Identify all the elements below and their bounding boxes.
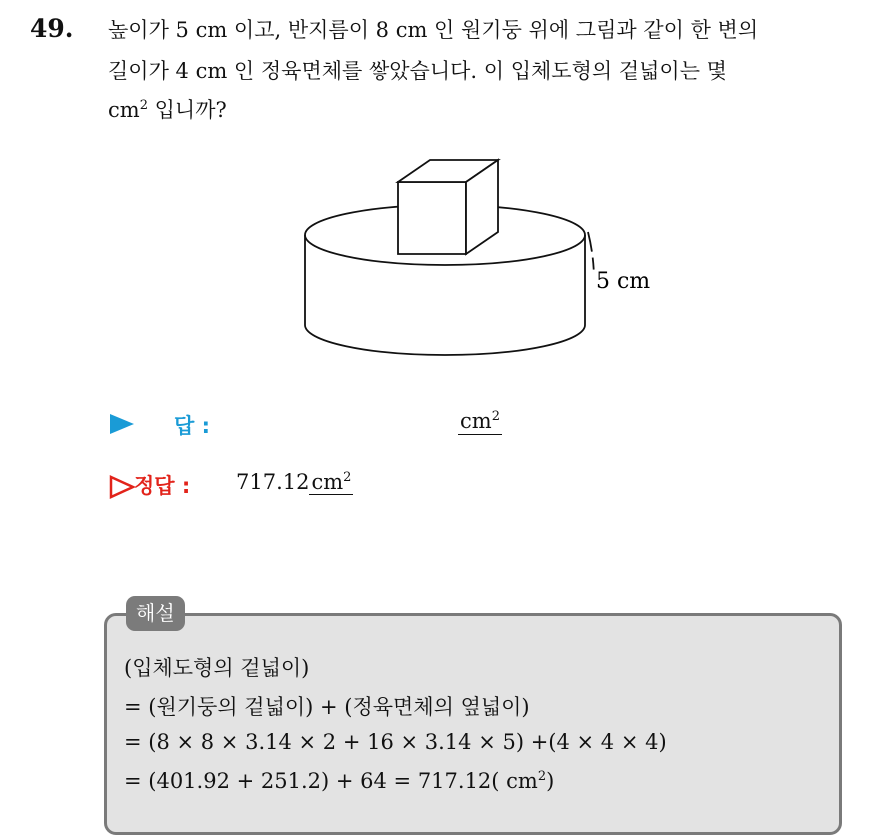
question-text-line-3: [108, 94, 227, 124]
answer-label: 답 :: [174, 414, 210, 438]
height-dimension-arc: [588, 232, 594, 328]
correct-triangle-outline-icon: [108, 474, 136, 500]
cube-front-face: [398, 182, 466, 254]
explanation-line-4-prefix: = (401.92 + 251.2) + 64 = 717.12(: [124, 769, 500, 793]
solid-figure: [300, 150, 670, 365]
correct-answer-value-wrap: [236, 470, 353, 494]
answer-triangle-icon: [108, 412, 136, 436]
answer-blank-unit: [458, 408, 502, 435]
correct-answer-value: 717.12: [236, 470, 310, 494]
explanation-line-3: = (8 × 8 × 3.14 × 2 + 16 × 3.14 × 5) +(4 × 4 × 4): [124, 730, 667, 754]
question-text-line-1: 높이가 5 cm 이고, 반지름이 8 cm 인 원기둥 위에 그림과 같이 한 변의: [108, 18, 759, 42]
correct-answer-unit-exponent: 2: [343, 470, 352, 485]
answer-unit: cm: [460, 409, 492, 433]
correct-answer-label: 정답 :: [134, 474, 191, 498]
question-text-line-2: 길이가 4 cm 인 정육면체를 쌓았습니다. 이 입체도형의 겉넓이는 몇: [108, 59, 727, 83]
answer-unit-exponent: 2: [491, 409, 500, 424]
question-number: 49.: [30, 14, 74, 43]
explanation-box: [104, 613, 842, 835]
cylinder-bottom-arc: [305, 325, 585, 355]
explanation-line-4-exponent: 2: [537, 769, 547, 784]
explanation-line-4-suffix: ): [546, 769, 555, 793]
correct-answer-unit-wrap: [309, 470, 353, 495]
explanation-line-4-unit: cm: [499, 769, 538, 793]
question-unit: cm: [108, 98, 140, 122]
height-label: 5 cm: [596, 269, 651, 294]
correct-answer-unit: cm: [311, 470, 344, 494]
question-unit-exponent: 2: [139, 98, 148, 113]
explanation-tag: 해설: [126, 596, 185, 631]
question-text-rest: 입니까?: [147, 98, 227, 122]
explanation-line-4: [124, 769, 554, 793]
explanation-line-1: (입체도형의 겉넓이): [124, 656, 310, 680]
explanation-line-2: = (원기둥의 겉넓이) + (정육면체의 옆넓이): [124, 695, 530, 719]
